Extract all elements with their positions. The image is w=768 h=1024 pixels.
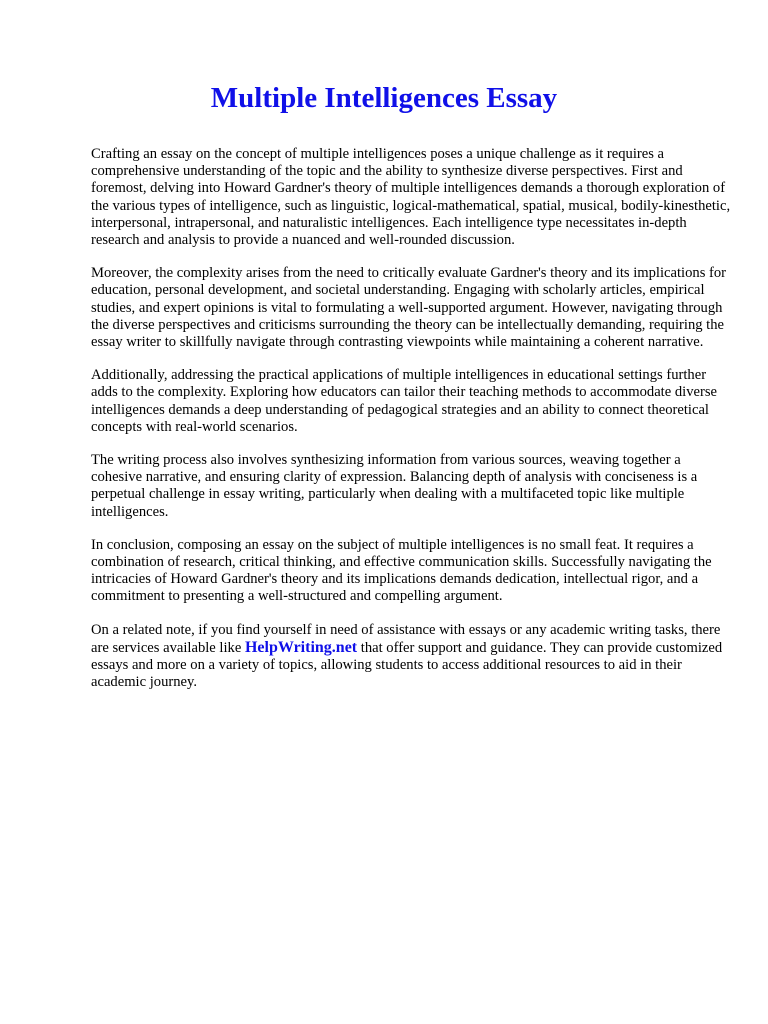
paragraph-applications: Additionally, addressing the practical applications of multiple intelligences in educational settings further adds to the complexity. Exploring how educators can tailor their teaching methods to accommodate diverse intelligences demands a deep understanding of pedagogical strategies and an ability to connect theoretical concepts with real-world scenarios. xyxy=(91,367,717,435)
page-title: Multiple Intelligences Essay xyxy=(210,82,558,114)
related-note-text-after: that offer support and guidance. They can provide customized essays and more on a variety of topics, allowing students to access additional resources to aid in their academic journey. xyxy=(91,639,723,691)
paragraph-intro: Crafting an essay on the concept of multiple intelligences poses a unique challenge as it requires a comprehensive understanding of the topic and the ability to synthesize diverse perspectives. First and foremost, delving into Howard Gardner's theory of multiple intelligences demands a thorough exploration of the various types of intelligence, such as linguistic, logical-mathematical, spatial, musical, bodily-kinesthetic, interpersonal, intrapersonal, and naturalistic intelligences. Each intelligence type necessitates in-depth research and analysis to provide a nuanced and well-rounded discussion. xyxy=(91,146,731,249)
paragraph-conclusion: In conclusion, composing an essay on the subject of multiple intelligences is no small feat. It requires a combination of research, critical thinking, and effective communication skills. Successfully navigating the intricacies of Howard Gardner's theory and its implications demands dedication, intellectual rigor, and a commitment to presenting a well-structured and compelling argument. xyxy=(91,536,712,605)
helpwriting-link[interactable]: HelpWriting.net xyxy=(244,638,358,656)
related-note-text-before: On a related note, if you find yourself in need of assistance with essays or any academic writing tasks, there are services available like xyxy=(91,621,721,656)
paragraph-writing-process: The writing process also involves synthesizing information from various sources, weaving together a cohesive narrative, and ensuring clarity of expression. Balancing depth of analysis with conciseness is a perpetual challenge in essay writing, particularly when dealing with a multifaceted topic like multiple intelligences. xyxy=(91,452,698,520)
paragraph-related-note xyxy=(91,622,731,692)
essay-body xyxy=(91,146,731,707)
paragraph-complexity: Moreover, the complexity arises from the need to critically evaluate Gardner's theory and its implications for education, personal development, and societal understanding. Engaging with scholarly articles, empirical studies, and expert opinions is vital to formulating a well-supported argument. However, navigating through the diverse perspectives and criticisms surrounding the theory can be intellectually demanding, requiring the essay writer to skillfully navigate through contrasting viewpoints while maintaining a coherent narrative. xyxy=(91,265,727,351)
